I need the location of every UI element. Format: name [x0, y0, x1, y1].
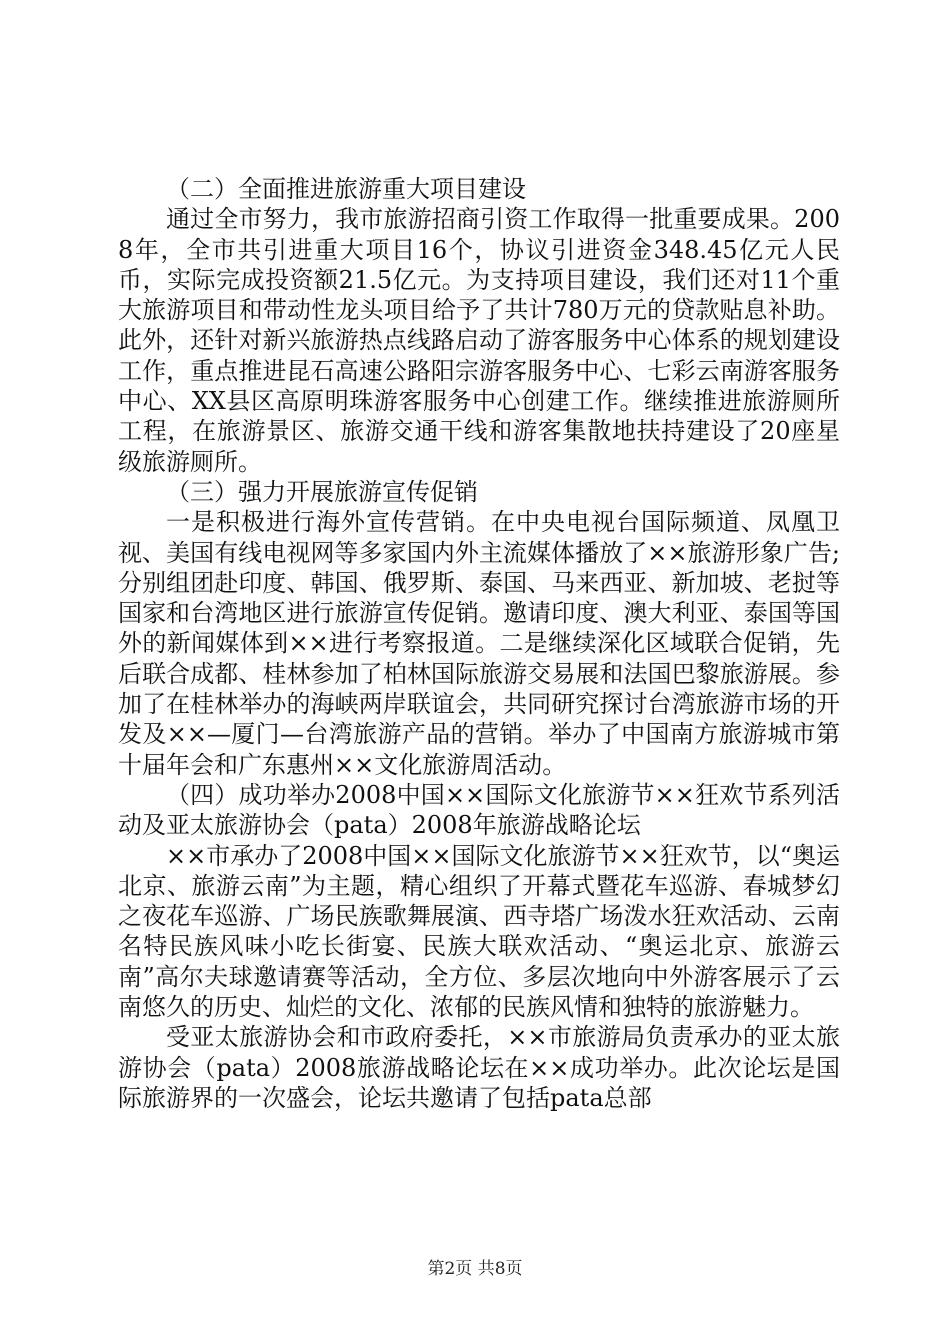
body-paragraph: ××市承办了2008中国××国际文化旅游节××狂欢节，以“奥运北京、旅游云南”为主题，精心组织了开幕式暨花车巡游、春城梦幻之夜花车巡游、广场民族歌舞展演、西寺塔广场泼水狂欢活动、云南名特民族风味小吃长街宴、民族大联欢活动、“奥运北京、旅游云南”高尔夫球邀请赛等活动，全方位、多层次地向中外游客展示了云南悠久的历史、灿烂的文化、浓郁的民族风情和独特的旅游魅力。	[118, 841, 841, 1022]
body-paragraph: 通过全市努力，我市旅游招商引资工作取得一批重要成果。2008年，全市共引进重大项目16个，协议引进资金348.45亿元人民币，实际完成投资额21.5亿元。为支持项目建设，我们还对11个重大旅游项目和带动性龙头项目给予了共计780万元的贷款贴息补助。此外，还针对新兴旅游热点线路启动了游客服务中心体系的规划建设工作，重点推进昆石高速公路阳宗游客服务中心、七彩云南游客服务中心、XX县区高原明珠游客服务中心创建工作。继续推进旅游厕所工程，在旅游景区、旅游交通干线和游客集散地扶持建设了20座星级旅游厕所。	[118, 205, 840, 476]
section-heading-2: （二）全面推进旅游重大项目建设	[166, 175, 526, 203]
section-heading-3: （三）强力开展旅游宣传促销	[166, 477, 478, 506]
body-paragraph: 受亚太旅游协会和市政府委托，××市旅游局负责承办的亚太旅游协会（pata）2008旅游战略论坛在××成功举办。此次论坛是国际旅游界的一次盛会，论坛共邀请了包括pata总部	[118, 1023, 840, 1112]
section-heading-4: （四）成功举办2008中国××国际文化旅游节××狂欢节系列活动及亚太旅游协会（pata）2008年旅游战略论坛	[118, 780, 840, 840]
body-paragraph: 一是积极进行海外宣传营销。在中央电视台国际频道、凤凰卫视、美国有线电视网等多家国内外主流媒体播放了××旅游形象广告;分别组团赴印度、韩国、俄罗斯、泰国、马来西亚、新加坡、老挝等国家和台湾地区进行旅游宣传促销。邀请印度、澳大利亚、泰国等国外的新闻媒体到××进行考察报道。二是继续深化区域联合促销，先后联合成都、桂林参加了柏林国际旅游交易展和法国巴黎旅游展。参加了在桂林举办的海峡两岸联谊会，共同研究探讨台湾旅游市场的开发及××—厦门—台湾旅游产品的营销。举办了中国南方旅游城市第十届年会和广东惠州××文化旅游周活动。	[118, 508, 840, 779]
document-body	[118, 174, 840, 1113]
page-number-footer: 第2页 共8页	[427, 1259, 523, 1279]
